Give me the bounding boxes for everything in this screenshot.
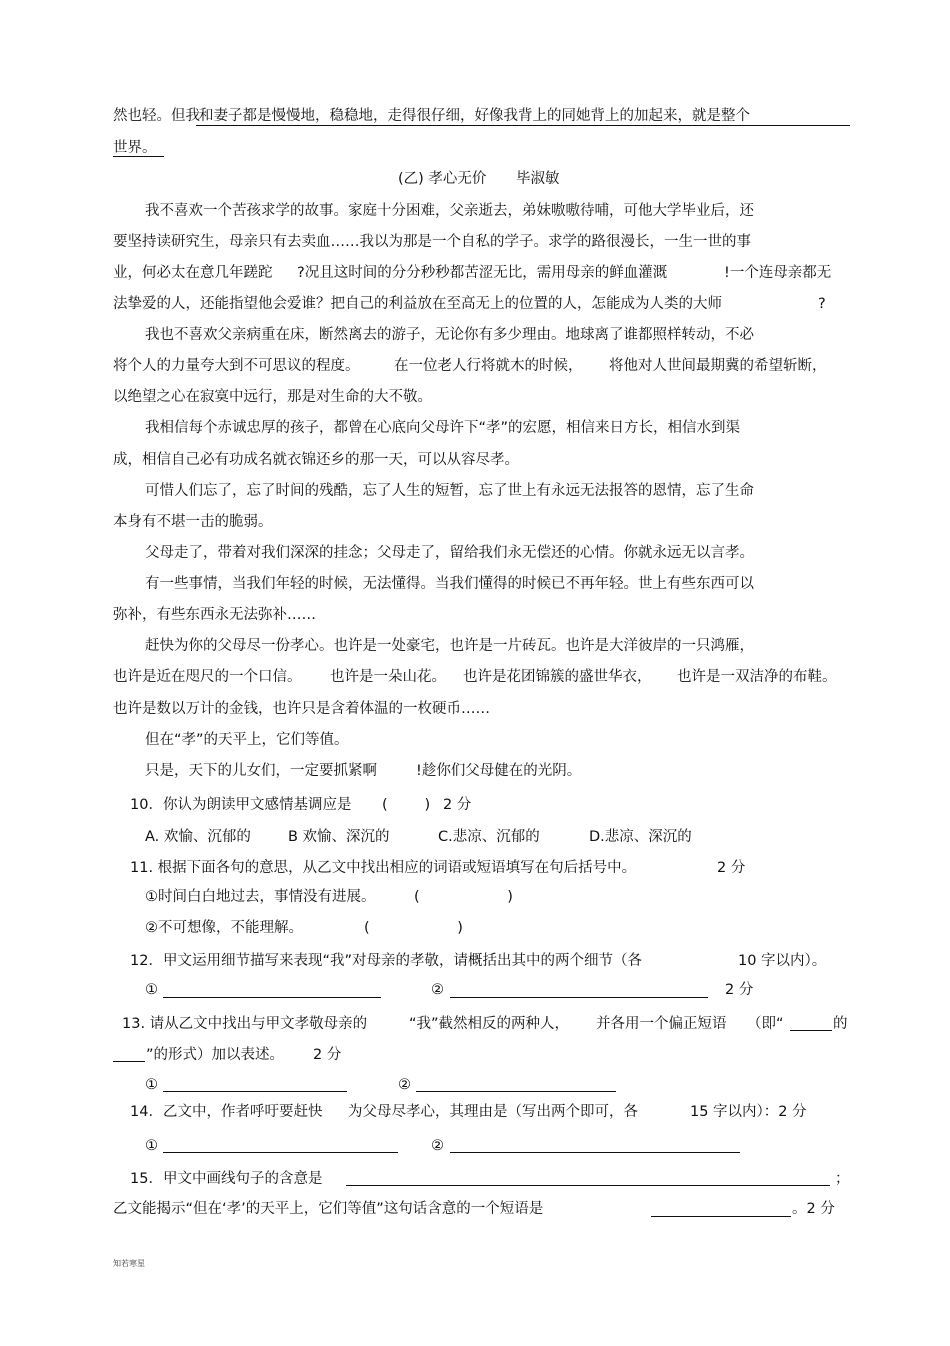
q10-option-c: C.悲凉、沉郁的 [438,829,540,845]
q11-score: 2 分 [717,860,746,876]
p7-line3: 也许是数以万计的金钱，也许只是含着体温的一枚硬币…… [113,701,490,717]
passage-a-line1-a: 然也轻。但我 [113,108,200,124]
passage-a-line1-b: 和妻子都是慢慢地，稳稳地，走得很仔细，好像我背上的同她背上的加起来，就是整个 [199,108,750,124]
p4-line2: 本身有不堪一击的脆弱。 [113,514,273,530]
q12-marker2: ② [431,982,444,998]
q10-option-d: D.悲凉、深沉的 [589,829,692,845]
p9-line1-b: !趁你们父母健在的光阴。 [416,763,582,779]
q15-part-c: 。2 分 [792,1201,835,1217]
p2-line1: 我也不喜欢父亲病重在床，断然离去的游子，无论你有多少理由。地球离了谁都照样转动，不必 [145,327,754,343]
q12-marker1: ① [145,982,158,998]
p1-line4-a: 法挚爱的人，还能指望他会爱谁？把自己的利益放在至高无上的位置的人，怎能成为人类的大师 [113,296,722,312]
p7-line1: 赶快为你的父母尽一份孝心。也许是一处豪宅，也许是一片砖瓦。也许是大洋彼岸的一只鸿雁， [145,638,754,654]
underline-sentence [196,125,850,126]
q12-answer-line-2[interactable] [450,997,708,998]
q13-part-c: 并各用一个偏正短语 [596,1016,727,1032]
q14-marker1: ① [145,1138,158,1154]
p6-line1: 有一些事情，当我们年轻的时候，无法懂得。当我们懂得的时候已不再年轻。世上有些东西可以 [145,576,754,592]
q15-answer-line-2[interactable] [651,1216,791,1217]
q11-stem: 11. 根据下面各句的意思，从乙文中找出相应的词语或短语填写在句后括号中。 [130,860,637,876]
p7-line2-b: 也许是一朵山花。 [330,669,446,685]
underline-sentence-end [113,156,164,157]
q14-part-c: 15 字以内）：2 分 [690,1104,807,1120]
q13-marker2: ② [398,1077,411,1093]
p8-line1: 但在“孝”的天平上，它们等值。 [145,732,349,748]
q14-answer-line-1[interactable] [163,1152,398,1153]
q13-marker1: ① [145,1077,158,1093]
q11-item1-blank[interactable]: ( ) [414,889,513,905]
q12-stem: 12．甲文运用细节描写来表现“我”对母亲的孝敬，请概括出其中的两个细节（各 [130,953,642,969]
q14-marker2: ② [431,1138,444,1154]
passage-b-title: (乙) 孝心无价 [398,171,487,187]
p2-line2-c: 将他对人世间最期冀的希望斩断， [609,358,827,374]
p1-line1: 我不喜欢一个苦孩求学的故事。家庭十分困难，父亲逝去，弟妹嗷嗷待哺，可他大学毕业后，还 [145,203,754,219]
p7-line2-a: 也许是近在咫尺的一个口信。 [113,669,302,685]
p9-line1-a: 只是，天下的儿女们，一定要抓紧啊 [145,763,377,779]
p1-line3-b: ?况且这时间的分分秒秒都苦涩无比，需用母亲的鲜血灌溉 [297,265,668,281]
q13-part-e: 的 [833,1016,848,1032]
q10-score: 2 分 [443,797,472,813]
q13-part-f: ”的形式）加以表述。 [146,1047,285,1063]
p7-line2-c: 也许是花团锦簇的盛世华衣， [463,669,652,685]
p2-line2-b: 在一位老人行将就木的时候， [394,358,583,374]
q11-item2: ②不可想像，不能理解。 [145,920,303,936]
q14-part-a: 14．乙文中，作者呼吁要赶快 [130,1104,323,1120]
q13-part-b: “我”截然相反的两种人， [409,1016,570,1032]
p1-line2: 要坚持读研究生，母亲只有去卖血……我以为那是一个自私的学子。求学的路很漫长，一生一世的事 [113,234,751,250]
q10-option-b: B 欢愉、深沉的 [288,829,390,845]
q10-paren: ( ) [382,797,431,813]
q14-part-b: 为父母尽孝心，其理由是（写出两个即可，各 [348,1104,638,1120]
p3-line1: 我相信每个赤诚忠厚的孩子，都曾在心底向父母许下“孝”的宏愿，相信来日方长，相信水到渠 [145,420,741,436]
q14-answer-line-2[interactable] [450,1152,740,1153]
q13-score: 2 分 [313,1047,342,1063]
q12-score: 2 分 [725,982,754,998]
q13-answer-line-1[interactable] [163,1091,347,1092]
q11-item1: ①时间白白地过去，事情没有进展。 [145,889,376,905]
passage-b-author: 毕淑敏 [516,171,560,187]
p5-line1: 父母走了，带着对我们深深的挂念；父母走了，留给我们永无偿还的心情。你就永远无以言孝。 [145,545,754,561]
q15-part-b: 乙文能揭示“但在‘孝’的天平上，它们等值”这句话含意的一个短语是 [113,1201,544,1217]
q15-semicolon: ； [835,1171,850,1187]
q15-answer-line-1[interactable] [346,1185,830,1186]
q13-answer-line-2[interactable] [416,1091,616,1092]
q12-limit: 10 字以内）。 [738,953,827,969]
p7-line2-d: 也许是一双洁净的布鞋。 [677,669,837,685]
q12-answer-line-1[interactable] [163,997,381,998]
p2-line3: 以绝望之心在寂寞中远行，那是对生命的大不敬。 [113,389,432,405]
p6-line2: 弥补，有些东西永无法弥补…… [113,607,316,623]
p1-line4-b: ? [818,296,826,312]
q15-part-a: 15．甲文中画线句子的含意是 [130,1171,323,1187]
q13-format-blank-1 [790,1030,832,1031]
q13-format-blank-2 [113,1061,145,1062]
p2-line2-a: 将个人的力量夸大到不可思议的程度。 [113,358,360,374]
passage-a-line2: 世界。 [113,140,157,156]
p4-line1: 可惜人们忘了，忘了时间的残酷，忘了人生的短暂，忘了世上有永远无法报答的恩情，忘了生命 [145,483,754,499]
q13-part-a: 13. 请从乙文中找出与甲文孝敬母亲的 [122,1016,368,1032]
q10-option-a: A. 欢愉、沉郁的 [145,829,251,845]
footer-watermark: 知若寒星 [113,1259,145,1268]
p3-line2: 成，相信自己必有功成名就衣锦还乡的那一天，可以从容尽孝。 [113,452,519,468]
p1-line3-c: !一个连母亲都无 [724,265,832,281]
q11-item2-blank[interactable]: ( ) [364,920,463,936]
q10-stem: 10．你认为朗读甲文感情基调应是 [130,797,352,813]
q13-part-d: （即“ [747,1016,784,1032]
p1-line3-a: 业，何必太在意几年蹉跎 [113,265,273,281]
